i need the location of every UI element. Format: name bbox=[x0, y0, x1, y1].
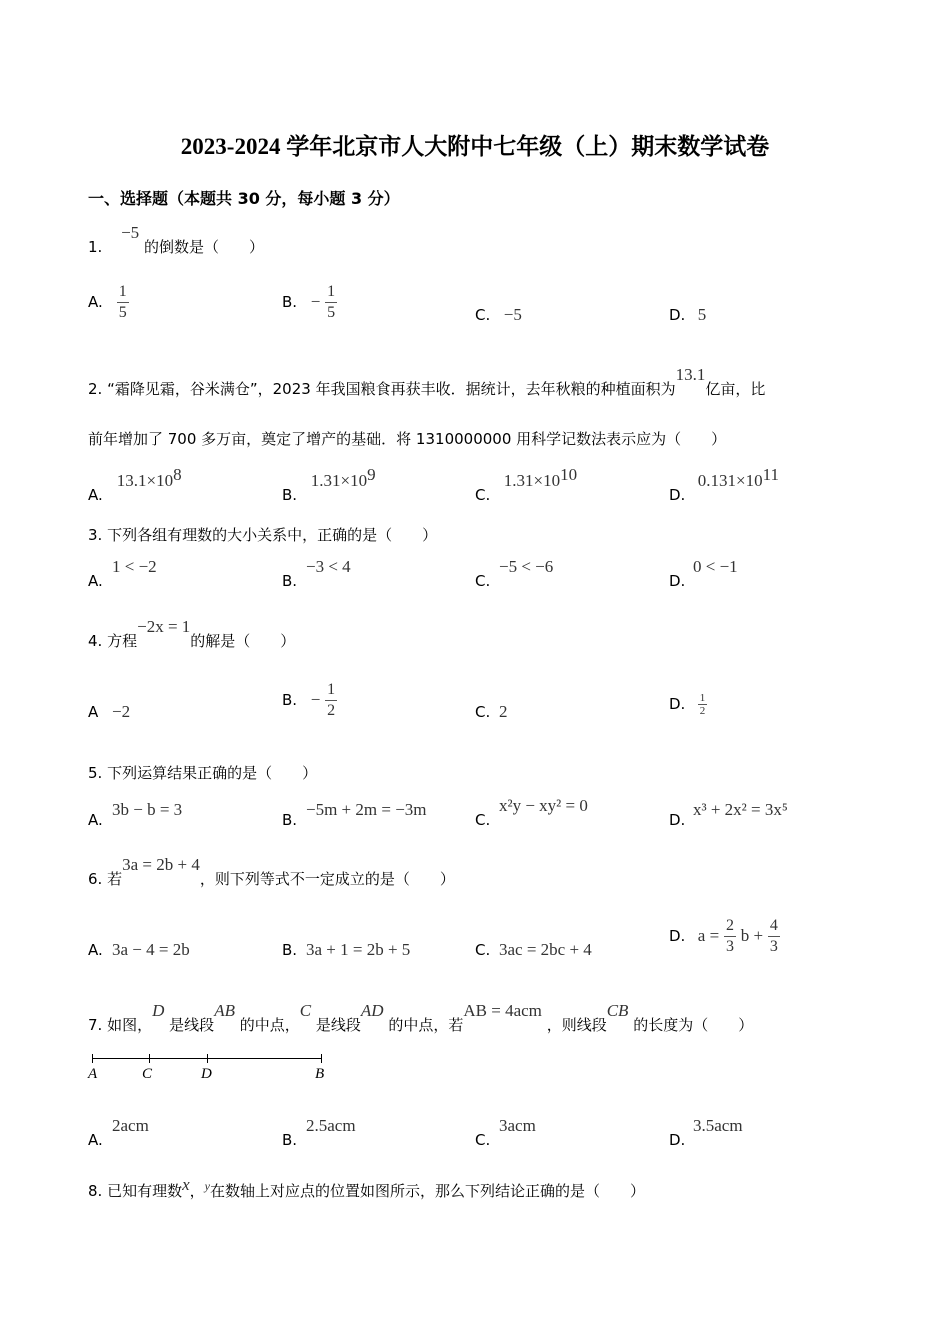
q2-option-a: A. $13.1\times 10^8$ bbox=[88, 465, 182, 504]
question-text: 的倒数是（ ） bbox=[143, 238, 264, 256]
fraction: $\frac{1}{2}$ bbox=[327, 681, 336, 719]
tick-b bbox=[321, 1054, 322, 1063]
q3-option-c: C.−5 < −6 bbox=[475, 557, 554, 590]
page-title: 2023-2024 学年北京市人大附中七年级（上）期末数学试卷 bbox=[180, 134, 770, 159]
q4-option-c: C. 2 bbox=[475, 702, 508, 721]
fraction: $\frac{1}{5}$ bbox=[118, 283, 127, 321]
tick-d bbox=[207, 1054, 208, 1063]
fraction: $\frac{2}{3}$ bbox=[725, 917, 734, 955]
q7-option-c: C.3acm bbox=[475, 1116, 536, 1149]
q4-option-d: D. $\frac{1}{2}$ bbox=[669, 692, 706, 717]
q4-option-a: A −2 bbox=[88, 702, 131, 721]
q6-option-b: B. 3a + 1 = 2b + 5 bbox=[282, 940, 411, 959]
q7-option-a: A.2acm bbox=[88, 1116, 149, 1149]
q5-option-c: C.x²y − xy² = 0 bbox=[475, 796, 588, 829]
q1-option-b: B. − $\frac{1}{5}$ bbox=[282, 283, 336, 321]
q1-option-d: D. 5 bbox=[669, 305, 707, 324]
q7-option-b: B.2.5acm bbox=[282, 1116, 356, 1149]
question-2-line-2: 前年增加了 700 多万亩，奠定了增产的基础．将 1310000000 用科学记数法表示应为（ ） bbox=[88, 430, 727, 448]
fraction: $\frac{1}{5}$ bbox=[327, 283, 336, 321]
question-number: 1. bbox=[88, 238, 103, 256]
line-segment-figure bbox=[88, 1052, 325, 1082]
q3-option-b: B.−3 < 4 bbox=[282, 557, 351, 590]
question-7: 7. 如图，D 是线段AB 的中点，C 是线段AD 的中点，若AB = 4acm ，则线段CB 的长度为（ ） bbox=[88, 1001, 754, 1034]
q5-option-a: A.3b − b = 3 bbox=[88, 800, 183, 829]
question-5: 5. 下列运算结果正确的是（ ） bbox=[88, 764, 318, 782]
q3-option-a: A.1 < −2 bbox=[88, 557, 157, 590]
q6-option-d: D. a = $\frac{2}{3}$ b + $\frac{4}{3}$ bbox=[669, 917, 778, 955]
fraction: $\frac{1}{2}$ bbox=[699, 692, 706, 717]
math-expression: −5 bbox=[121, 223, 140, 242]
point-label-a: A bbox=[88, 1066, 98, 1082]
q1-option-c: C. −5 bbox=[475, 305, 522, 324]
q2-option-b: B. $1.31\times 10^9$ bbox=[282, 465, 376, 504]
question-1 bbox=[88, 223, 264, 257]
q1-option-a: A. $\frac{1}{5}$ bbox=[88, 283, 127, 321]
point-label-d: D bbox=[201, 1066, 212, 1082]
point-label-c: C bbox=[142, 1066, 153, 1082]
q4-option-b: B. − $\frac{1}{2}$ bbox=[282, 681, 336, 719]
q2-option-c: C. $1.31\times 10^{10}$ bbox=[475, 465, 578, 504]
tick-a bbox=[92, 1054, 93, 1063]
q7-option-d: D.3.5acm bbox=[669, 1116, 743, 1149]
question-2: 2. “霜降见霜，谷米满仓”，2023 年我国粮食再获丰收．据统计，去年秋粮的种植面积为13.1亿亩，比 bbox=[88, 365, 766, 398]
q5-option-b: B.−5m + 2m = −3m bbox=[282, 800, 427, 829]
question-8: 8. 已知有理数x，$^y$在数轴上对应点的位置如图所示，那么下列结论正确的是（ ） bbox=[88, 1175, 646, 1200]
question-4: 4. 方程−2x = 1的解是（ ） bbox=[88, 617, 296, 650]
q5-option-d: D.x³ + 2x² = 3x⁵ bbox=[669, 800, 788, 829]
q6-option-c: C. 3ac = 2bc + 4 bbox=[475, 940, 592, 959]
point-label-b: B bbox=[315, 1066, 325, 1082]
q2-option-d: D. $0.131\times 10^{11}$ bbox=[669, 465, 779, 504]
question-3: 3. 下列各组有理数的大小关系中，正确的是（ ） bbox=[88, 526, 438, 544]
question-6: 6. 若3a = 2b + 4，则下列等式不一定成立的是（ ） bbox=[88, 855, 455, 888]
q3-option-d: D.0 < −1 bbox=[669, 557, 738, 590]
section-heading: 一、选择题（本题共 30 分，每小题 3 分） bbox=[88, 189, 400, 208]
tick-c bbox=[149, 1054, 150, 1063]
fraction: $\frac{4}{3}$ bbox=[769, 917, 778, 955]
q6-option-a: A. 3a − 4 = 2b bbox=[88, 940, 190, 959]
